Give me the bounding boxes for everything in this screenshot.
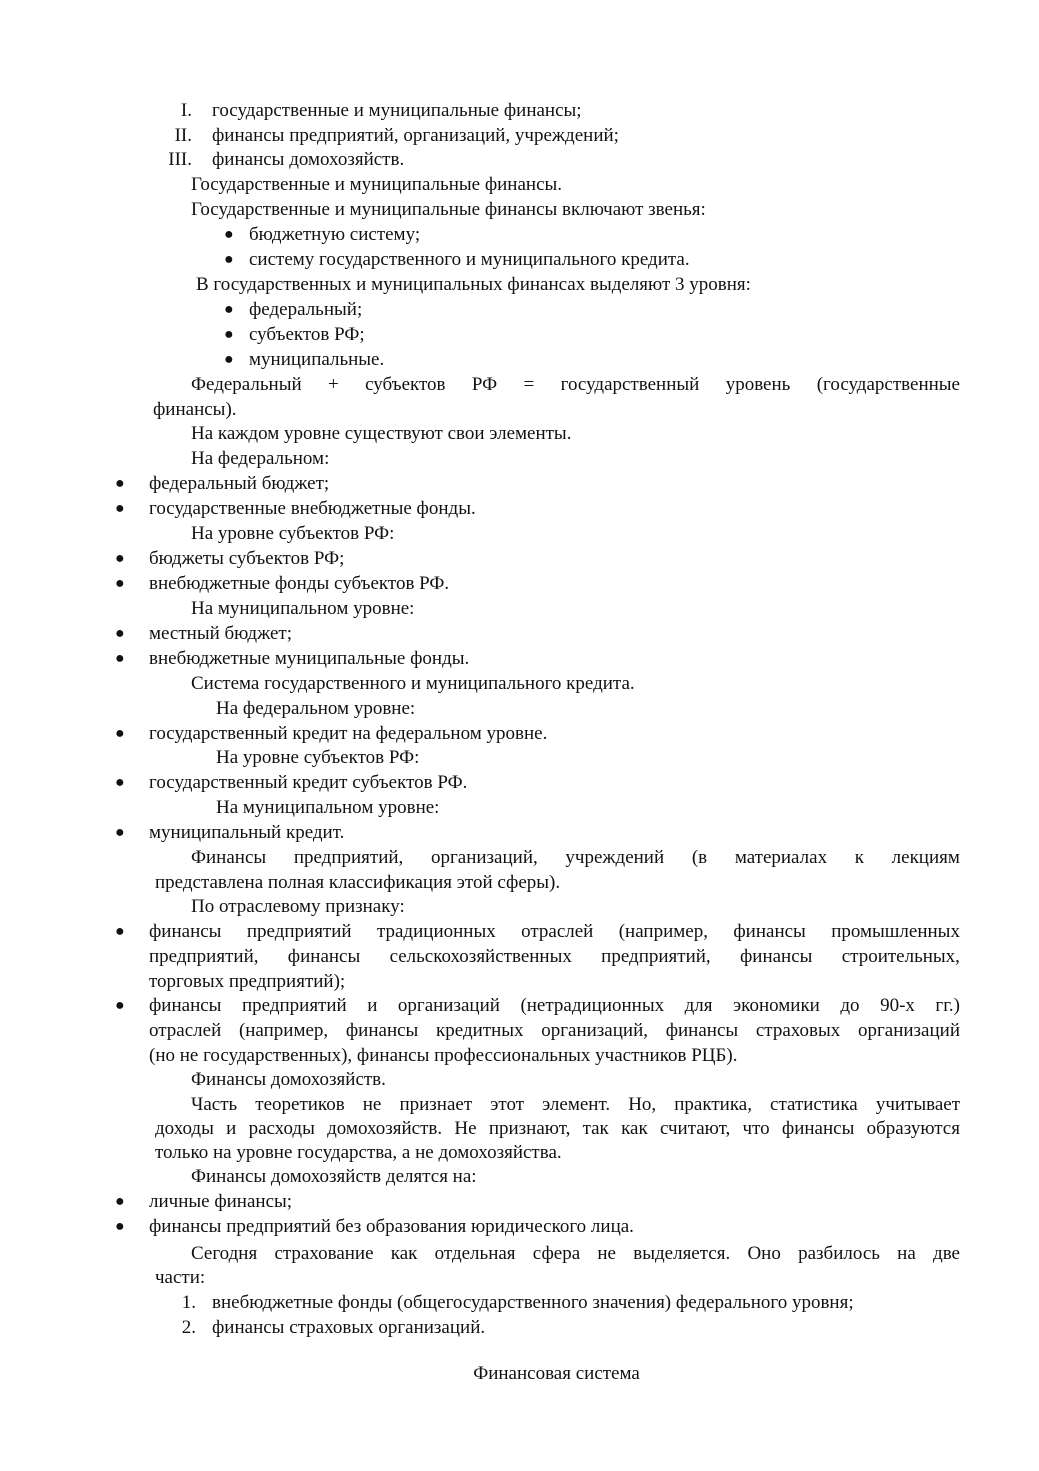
bullet-icon: ● — [115, 550, 125, 567]
word: на — [897, 1243, 916, 1264]
word: считают, — [659, 1118, 731, 1139]
word: РФ — [471, 374, 498, 395]
word: Финансы — [191, 847, 267, 868]
word: промышленных — [831, 921, 960, 942]
list-item-line: торговых предприятий); — [149, 971, 346, 992]
word: организаций — [857, 1020, 960, 1041]
word: материалах — [734, 847, 828, 868]
list-item: бюджеты субъектов РФ; — [149, 548, 345, 569]
word: лекциям — [891, 847, 960, 868]
word: признают, — [488, 1118, 571, 1139]
word: сфера — [532, 1243, 581, 1264]
word: не — [362, 1094, 382, 1115]
paragraph-justified — [191, 1093, 960, 1117]
word: этот — [490, 1094, 525, 1115]
list-item: государственный кредит субъектов РФ. — [149, 772, 468, 793]
bullet-icon: ● — [115, 650, 125, 667]
word: субъектов — [365, 374, 446, 395]
list-item: муниципальный кредит. — [149, 822, 345, 843]
word: финансы — [739, 946, 813, 967]
bullet-icon: ● — [115, 824, 125, 841]
word: разбилось — [798, 1243, 880, 1264]
section-heading: На уровне субъектов РФ: — [191, 523, 395, 544]
word: предприятий — [246, 921, 352, 942]
list-item: муниципальные. — [249, 349, 385, 370]
bullet-icon: ● — [224, 326, 234, 343]
word: до — [840, 995, 860, 1016]
list-item: внебюджетные фонды (общегосударственного значения) федерального уровня; — [212, 1292, 854, 1313]
bullet-icon: ● — [115, 1193, 125, 1210]
list-item: бюджетную систему; — [249, 224, 421, 245]
word: что — [742, 1118, 770, 1139]
list-item: финансы домохозяйств. — [212, 149, 405, 170]
list-item: внебюджетные муниципальные фонды. — [149, 648, 470, 669]
paragraph-justified — [191, 1242, 960, 1266]
word: + — [328, 374, 339, 395]
paragraph: только на уровне государства, а не домохозяйства. — [155, 1142, 562, 1163]
bullet-icon: ● — [115, 575, 125, 592]
word: отраслей — [521, 921, 594, 942]
bullet-icon: ● — [115, 923, 125, 940]
word: к — [854, 847, 864, 868]
word: отраслей — [149, 1020, 222, 1041]
list-item-line — [149, 994, 960, 1018]
word: предприятий, — [293, 847, 404, 868]
word: две — [933, 1243, 960, 1264]
word: домохозяйств. — [327, 1118, 443, 1139]
bullet-icon: ● — [224, 251, 234, 268]
list-item: личные финансы; — [149, 1191, 293, 1212]
word: теоретиков — [255, 1094, 345, 1115]
list-item: федеральный; — [249, 299, 363, 320]
word: практика, — [674, 1094, 752, 1115]
word: (нетрадиционных — [520, 995, 665, 1016]
word: (например, — [618, 921, 708, 942]
bullet-icon: ● — [115, 1218, 125, 1235]
section-heading: Финансы домохозяйств делятся на: — [191, 1166, 477, 1187]
paragraph: части: — [155, 1267, 206, 1288]
section-heading: На федеральном: — [191, 448, 330, 469]
list-marker: III. — [168, 149, 192, 170]
paragraph: Финансы домохозяйств. — [191, 1069, 386, 1090]
paragraph: На каждом уровне существуют свои элементы. — [191, 423, 572, 444]
list-item: субъектов РФ; — [249, 324, 365, 345]
word: гг.) — [935, 995, 960, 1016]
word: предприятий — [241, 995, 347, 1016]
list-marker: II. — [174, 125, 192, 146]
paragraph: Система государственного и муниципального кредита. — [191, 673, 635, 694]
paragraph: В государственных и муниципальных финансах выделяют 3 уровня: — [196, 274, 751, 295]
word: строительных, — [841, 946, 960, 967]
word: экономики — [733, 995, 820, 1016]
bullet-icon: ● — [115, 625, 125, 642]
word: и — [367, 995, 378, 1016]
word: для — [684, 995, 713, 1016]
bullet-icon: ● — [224, 351, 234, 368]
word: страхование — [274, 1243, 374, 1264]
word: расходы — [248, 1118, 315, 1139]
bullet-icon: ● — [115, 475, 125, 492]
section-heading: На уровне субъектов РФ: — [216, 747, 420, 768]
paragraph-justified — [191, 373, 960, 397]
bullet-icon: ● — [115, 500, 125, 517]
word: организаций, — [541, 1020, 648, 1041]
word: финансы — [665, 1020, 739, 1041]
word: финансы — [733, 921, 806, 942]
paragraph: финансы). — [153, 399, 237, 420]
list-marker: 2. — [181, 1317, 196, 1338]
section-heading: На муниципальном уровне: — [216, 797, 440, 818]
word: финансы — [345, 1020, 419, 1041]
bullet-icon: ● — [224, 226, 234, 243]
list-item: федеральный бюджет; — [149, 473, 330, 494]
word: как — [390, 1243, 418, 1264]
word: Федеральный — [191, 374, 302, 395]
word: Сегодня — [191, 1243, 258, 1264]
word: и — [226, 1118, 237, 1139]
word: элемент. — [542, 1094, 611, 1115]
bullet-icon: ● — [115, 774, 125, 791]
word: отдельная — [434, 1243, 516, 1264]
word: традиционных — [376, 921, 496, 942]
word: = — [523, 374, 535, 395]
list-item: финансы страховых организаций. — [212, 1317, 486, 1338]
list-item-line — [149, 920, 960, 944]
word: доходы — [155, 1118, 214, 1139]
bullet-icon: ● — [224, 301, 234, 318]
word: государственный — [560, 374, 700, 395]
word: Не — [454, 1118, 477, 1139]
paragraph-justified — [155, 1117, 960, 1141]
word: не — [597, 1243, 616, 1264]
list-item: государственные внебюджетные фонды. — [149, 498, 476, 519]
word: Но, — [628, 1094, 657, 1115]
list-item: финансы предприятий, организаций, учреждений; — [212, 125, 619, 146]
list-item: местный бюджет; — [149, 623, 292, 644]
word: Часть — [191, 1094, 238, 1115]
word: финансы — [149, 995, 222, 1016]
word: предприятий, — [149, 946, 259, 967]
paragraph: Государственные и муниципальные финансы включают звенья: — [191, 199, 706, 220]
word: уровень — [725, 374, 791, 395]
word: предприятий, — [601, 946, 711, 967]
section-heading: На муниципальном уровне: — [191, 598, 415, 619]
word: организаций, — [430, 847, 538, 868]
paragraph: представлена полная классификация этой сферы). — [155, 872, 561, 893]
list-item: систему государственного и муниципального кредита. — [249, 249, 690, 270]
bullet-icon: ● — [115, 997, 125, 1014]
word: кредитных — [436, 1020, 524, 1041]
word: выделяется. — [633, 1243, 731, 1264]
list-item: внебюджетные фонды субъектов РФ. — [149, 573, 450, 594]
word: как — [621, 1118, 648, 1139]
word: (государственные — [816, 374, 960, 395]
bullet-icon: ● — [115, 725, 125, 742]
word: сельскохозяйственных — [389, 946, 572, 967]
word: учреждений — [565, 847, 665, 868]
list-marker: 1. — [181, 1292, 196, 1313]
section-heading: По отраслевому признаку: — [191, 896, 405, 917]
paragraph-justified — [191, 846, 960, 870]
word: финансы — [781, 1118, 855, 1139]
word: (например, — [238, 1020, 329, 1041]
word: 90-х — [880, 995, 915, 1016]
word: признает — [399, 1094, 473, 1115]
list-item: финансы предприятий без образования юридического лица. — [149, 1216, 634, 1237]
word: образуются — [866, 1118, 960, 1139]
word: финансы — [149, 921, 222, 942]
word: организаций — [397, 995, 500, 1016]
list-item-line — [149, 945, 960, 969]
list-item: государственные и муниципальные финансы; — [212, 100, 582, 121]
word: так — [582, 1118, 609, 1139]
list-item-line: (но не государственных), финансы профессиональных участников РЦБ). — [149, 1045, 738, 1066]
list-item-line — [149, 1019, 960, 1043]
list-item: государственный кредит на федеральном уровне. — [149, 723, 548, 744]
word: учитывает — [875, 1094, 960, 1115]
list-marker: I. — [180, 100, 192, 121]
word: Оно — [747, 1243, 781, 1264]
word: статистика — [770, 1094, 858, 1115]
word: (в — [691, 847, 708, 868]
paragraph: Государственные и муниципальные финансы. — [191, 174, 563, 195]
section-heading: На федеральном уровне: — [216, 698, 416, 719]
word: страховых — [755, 1020, 841, 1041]
section-title: Финансовая система — [473, 1363, 640, 1384]
word: финансы — [287, 946, 361, 967]
